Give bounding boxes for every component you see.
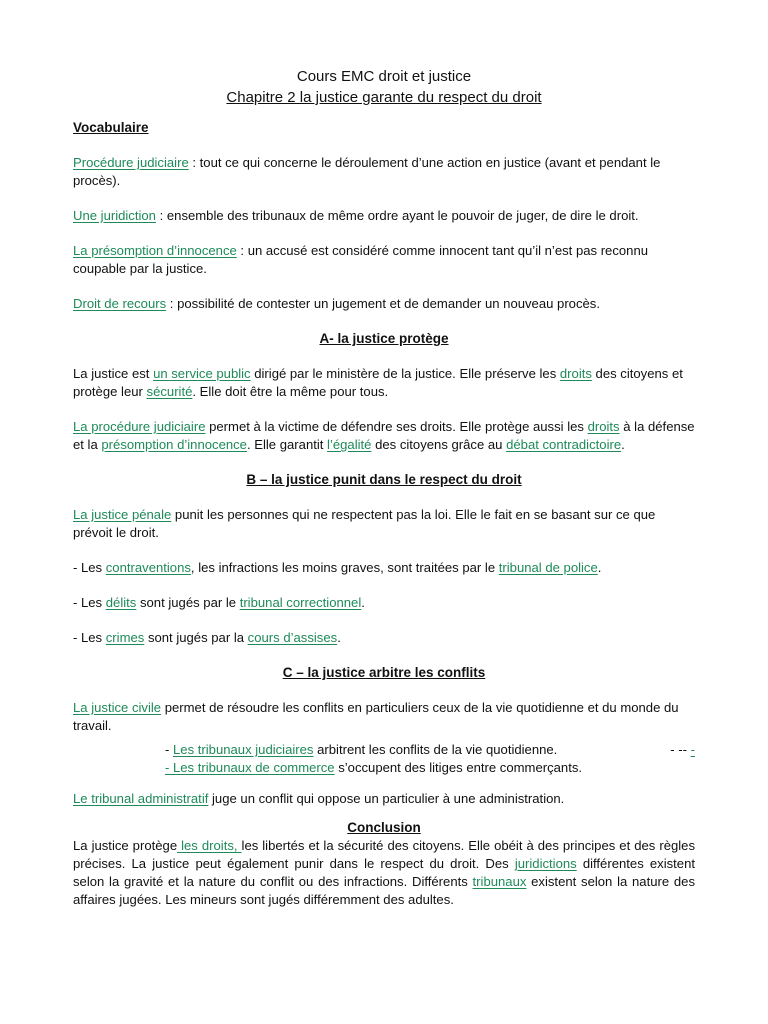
vocab-term: Une juridiction (73, 208, 156, 223)
keyword: La justice pénale (73, 507, 172, 522)
vocab-item-3 (73, 242, 695, 278)
keyword: La procédure judiciaire (73, 419, 206, 434)
text: - Les (73, 560, 106, 575)
keyword: tribunal correctionnel (239, 595, 362, 610)
list-item (73, 741, 695, 759)
vocab-definition: : ensemble des tribunaux de même ordre ayant le pouvoir de juger, de dire le droit. (155, 208, 639, 223)
section-a-heading: A- la justice protège (319, 331, 449, 346)
vocab-term: La présomption d’innocence (73, 243, 237, 258)
stray-dashes (670, 741, 695, 759)
keyword: La justice civile (73, 700, 162, 715)
text: - Les (73, 595, 106, 610)
keyword: tribunaux (472, 874, 527, 889)
text: les libertés et la sécurité des citoyens. Elle obéit à des principes et des règles précises. La justice peut également punir dans le respect du droit. Des (73, 838, 695, 871)
section-b-item-2 (73, 594, 695, 612)
section-c-paragraph-1 (73, 699, 695, 735)
text: - (165, 742, 173, 757)
keyword: délits (105, 595, 137, 610)
keyword: contraventions (105, 560, 191, 575)
keyword: débat contradictoire (506, 437, 622, 452)
keyword: droits (587, 419, 620, 434)
document-title: Cours EMC droit et justice (296, 68, 472, 85)
text: punit les personnes qui ne respectent pas la loi. Elle le fait en se basant sur ce que prévoit le droit. (73, 507, 656, 540)
keyword: un service public (153, 366, 251, 381)
section-b-paragraph-1 (73, 506, 695, 542)
text: . (337, 630, 341, 645)
text: . (361, 595, 365, 610)
keyword: - Les tribunaux de commerce (165, 760, 335, 775)
keyword: tribunal de police (498, 560, 598, 575)
conclusion-paragraph (73, 837, 695, 909)
text: , les infractions les moins graves, sont traitées par le (190, 560, 499, 575)
section-b-item-1 (73, 559, 695, 577)
text: des citoyens grâce au (371, 437, 507, 452)
keyword: l’égalité (327, 437, 372, 452)
text: s’occupent des litiges entre commerçants. (334, 760, 583, 775)
text: des citoyens et protège leur (73, 366, 683, 399)
keyword: cours d’assises (247, 630, 338, 645)
conclusion-heading: Conclusion (347, 820, 421, 835)
text: existent selon la nature des affaires jugées. Les mineurs sont jugés différemment des adultes. (73, 874, 695, 907)
document-page (73, 66, 695, 909)
section-a-paragraph-1 (73, 365, 695, 401)
text: . (597, 560, 602, 575)
vocab-item-2 (73, 207, 695, 225)
vocab-definition: : un accusé est considéré comme innocent tant qu’il n’est pas reconnu coupable par la justice. (73, 243, 649, 276)
section-c-heading: C – la justice arbitre les conflits (282, 665, 486, 680)
keyword: Les tribunaux judiciaires (173, 742, 314, 757)
keyword: sécurité (146, 384, 193, 399)
vocab-definition: : tout ce qui concerne le déroulement d’une action en justice (avant et pendant le procès). (73, 155, 661, 188)
document-subtitle: Chapitre 2 la justice garante du respect du droit (226, 89, 542, 106)
text: juge un conflit qui oppose un particulier à une administration. (208, 791, 565, 806)
keyword: Le tribunal administratif (73, 791, 209, 806)
vocab-item-1 (73, 154, 695, 190)
keyword: - (690, 742, 695, 757)
text: . (621, 437, 625, 452)
text: permet de résoudre les conflits en particuliers ceux de la vie quotidienne et du monde du travail. (73, 700, 679, 733)
section-c-paragraph-2 (73, 790, 695, 808)
text: différentes existent selon la gravité et la nature du conflit ou des infractions. Différents (73, 856, 695, 889)
text: sont jugés par le (136, 595, 240, 610)
keyword: juridictions (514, 856, 577, 871)
section-a-paragraph-2 (73, 418, 695, 454)
text: à la défense et la (73, 419, 695, 452)
section-b-heading: B – la justice punit dans le respect du droit (246, 472, 522, 487)
keyword: crimes (105, 630, 145, 645)
vocab-term: Procédure judiciaire (73, 155, 189, 170)
text: arbitrent les conflits de la vie quotidienne. (313, 742, 558, 757)
text: - Les (73, 630, 106, 645)
text: - -- (670, 742, 691, 757)
keyword: les droits, (177, 838, 242, 853)
text: dirigé par le ministère de la justice. Elle préserve les (250, 366, 560, 381)
keyword: présomption d’innocence (101, 437, 247, 452)
text: La justice protège (73, 838, 178, 853)
vocab-item-4 (73, 295, 695, 313)
vocab-definition: : possibilité de contester un jugement et de demander un nouveau procès. (166, 296, 600, 311)
section-c-list (73, 741, 695, 777)
text: sont jugés par la (144, 630, 248, 645)
list-item (73, 759, 695, 777)
text: permet à la victime de défendre ses droits. Elle protège aussi les (205, 419, 588, 434)
text: . Elle garantit (246, 437, 328, 452)
section-b-item-3 (73, 629, 695, 647)
vocab-term: Droit de recours (73, 296, 167, 311)
text: . Elle doit être la même pour tous. (192, 384, 389, 399)
keyword: droits (559, 366, 592, 381)
vocab-heading: Vocabulaire (73, 120, 149, 135)
text: La justice est (73, 366, 154, 381)
